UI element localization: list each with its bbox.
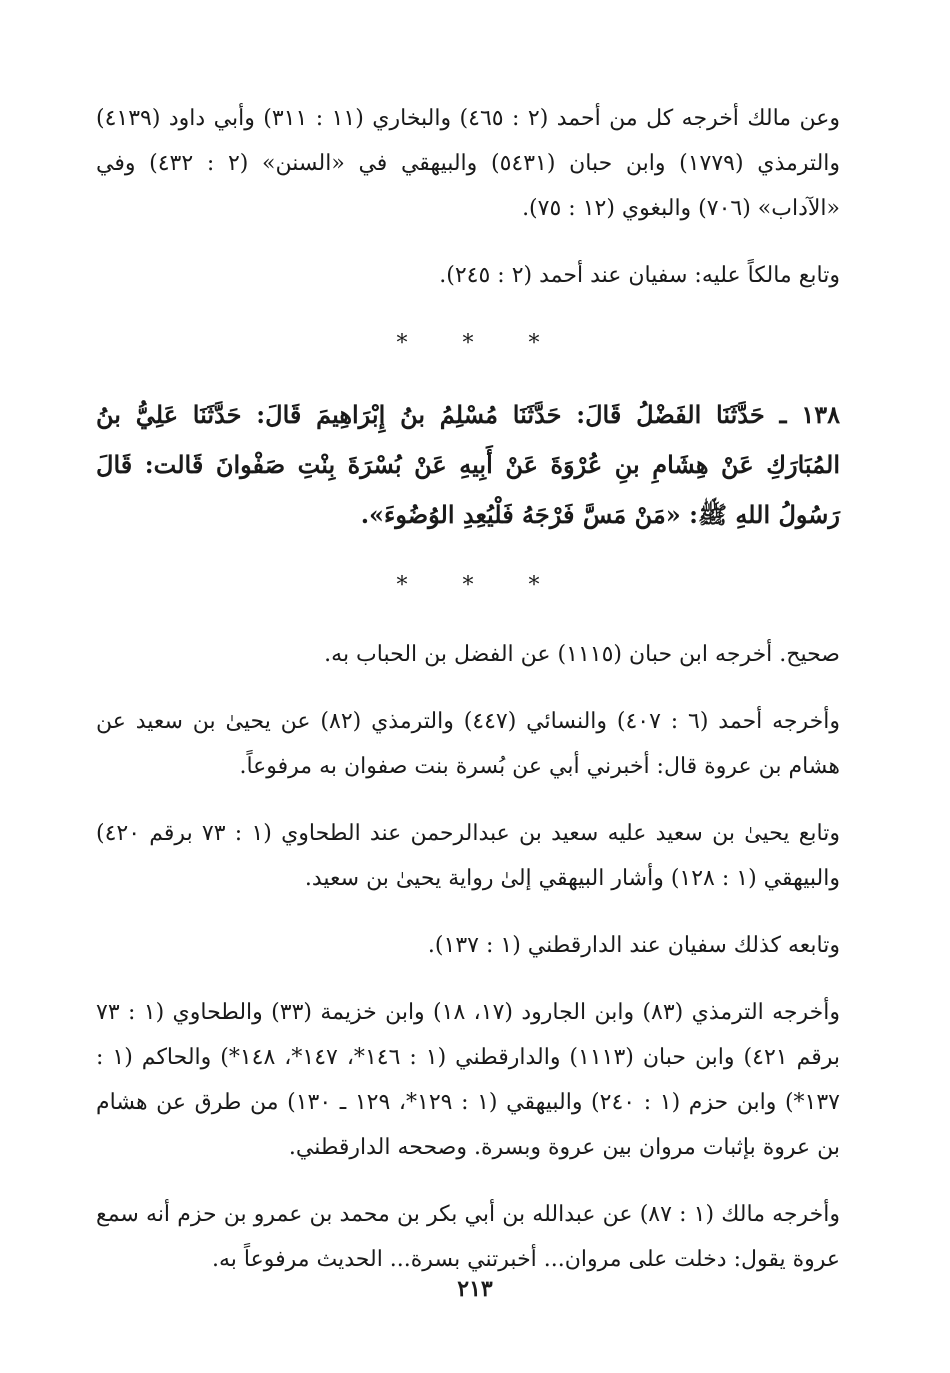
section-divider-stars: * * * [396, 573, 564, 598]
page-body [96, 96, 840, 1282]
paragraph-grading: صحيح. أخرجه ابن حبان (١١١٥) عن الفضل بن الحباب به. [324, 642, 840, 667]
paragraph-takhrij-ahmad: وأخرجه أحمد (٦ : ٤٠٧) والنسائي (٤٤٧) والترمذي (٨٢) عن يحيىٰ بن سعيد عن هشام بن عروة قال: أخبرني أبي عن بُسرة بنت صفوان به مرفوعاً. [96, 709, 841, 779]
paragraph-mutabaa-daraqutni: وتابعه كذلك سفيان عند الدارقطني (١ : ١٣٧). [427, 933, 840, 958]
section-divider-stars: * * * [396, 331, 564, 356]
page-number: ٢١٣ [457, 1276, 493, 1302]
paragraph-takhrij-tirmidhi: وأخرجه الترمذي (٨٣) وابن الجارود (١٧، ١٨) وابن خزيمة (٣٣) والطحاوي (١ : ٧٣ برقم ٤٢١) وابن حبان (١١١٣) والدارقطني (١ : ١٤٦*، ١٤٧*، ١٤٨*) والحاكم (١ : ١٣٧*) وابن حزم (١ : ٢٤٠) والبيهقي (١ : ١٢٩*، ١٢٩ ـ ١٣٠) من طرق عن هشام بن عروة بإثبات مروان بين عروة وبسرة. وصححه الدارقطني. [96, 1000, 840, 1160]
hadith-138-text: ١٣٨ ـ حَدَّثَنَا الفَضْلُ قَالَ: حَدَّثَنَا مُسْلِمُ بنُ إِبْرَاهِيمَ قَالَ: حَدَّثَنَا عَلِيُّ بنُ المُبَارَكِ عَنْ هِشَامِ بنِ عُرْوَةَ عَنْ أَبِيهِ عَنْ بُسْرَةَ بِنْتِ صَفْوانَ قَالت: قَالَ رَسُولُ اللهِ ﷺ: «مَنْ مَسَّ فَرْجَهُ فَلْيُعِدِ الوُضُوءَ». [96, 400, 840, 529]
paragraph-takhrij-malik-2: وأخرجه مالك (١ : ٨٧) عن عبدالله بن أبي بكر بن محمد بن عمرو بن حزم أنه سمع عروة يقول: دخلت على مروان... أخبرتني بسرة... الحديث مرفوعاً به. [96, 1202, 840, 1272]
paragraph-mutabaa-sufyan: وتابع مالكاً عليه: سفيان عند أحمد (٢ : ٢٤٥). [439, 263, 840, 288]
paragraph-takhrij-malik: وعن مالك أخرجه كل من أحمد (٢ : ٤٦٥) والبخاري (١١ : ٣١١) وأبي داود (٤١٣٩) والترمذي (١٧٧٩) وابن حبان (٥٤٣١) والبيهقي في «السنن» (٢ : ٤٣٢) وفي «الآداب» (٧٠٦) والبغوي (١٢ : ٧٥). [96, 106, 841, 221]
paragraph-mutabaa-saeed: وتابع يحيىٰ بن سعيد عليه سعيد بن عبدالرحمن عند الطحاوي (١ : ٧٣ برقم ٤٢٠) والبيهقي (١ : ١٢٨) وأشار البيهقي إلىٰ رواية يحيىٰ بن سعيد. [96, 821, 841, 891]
